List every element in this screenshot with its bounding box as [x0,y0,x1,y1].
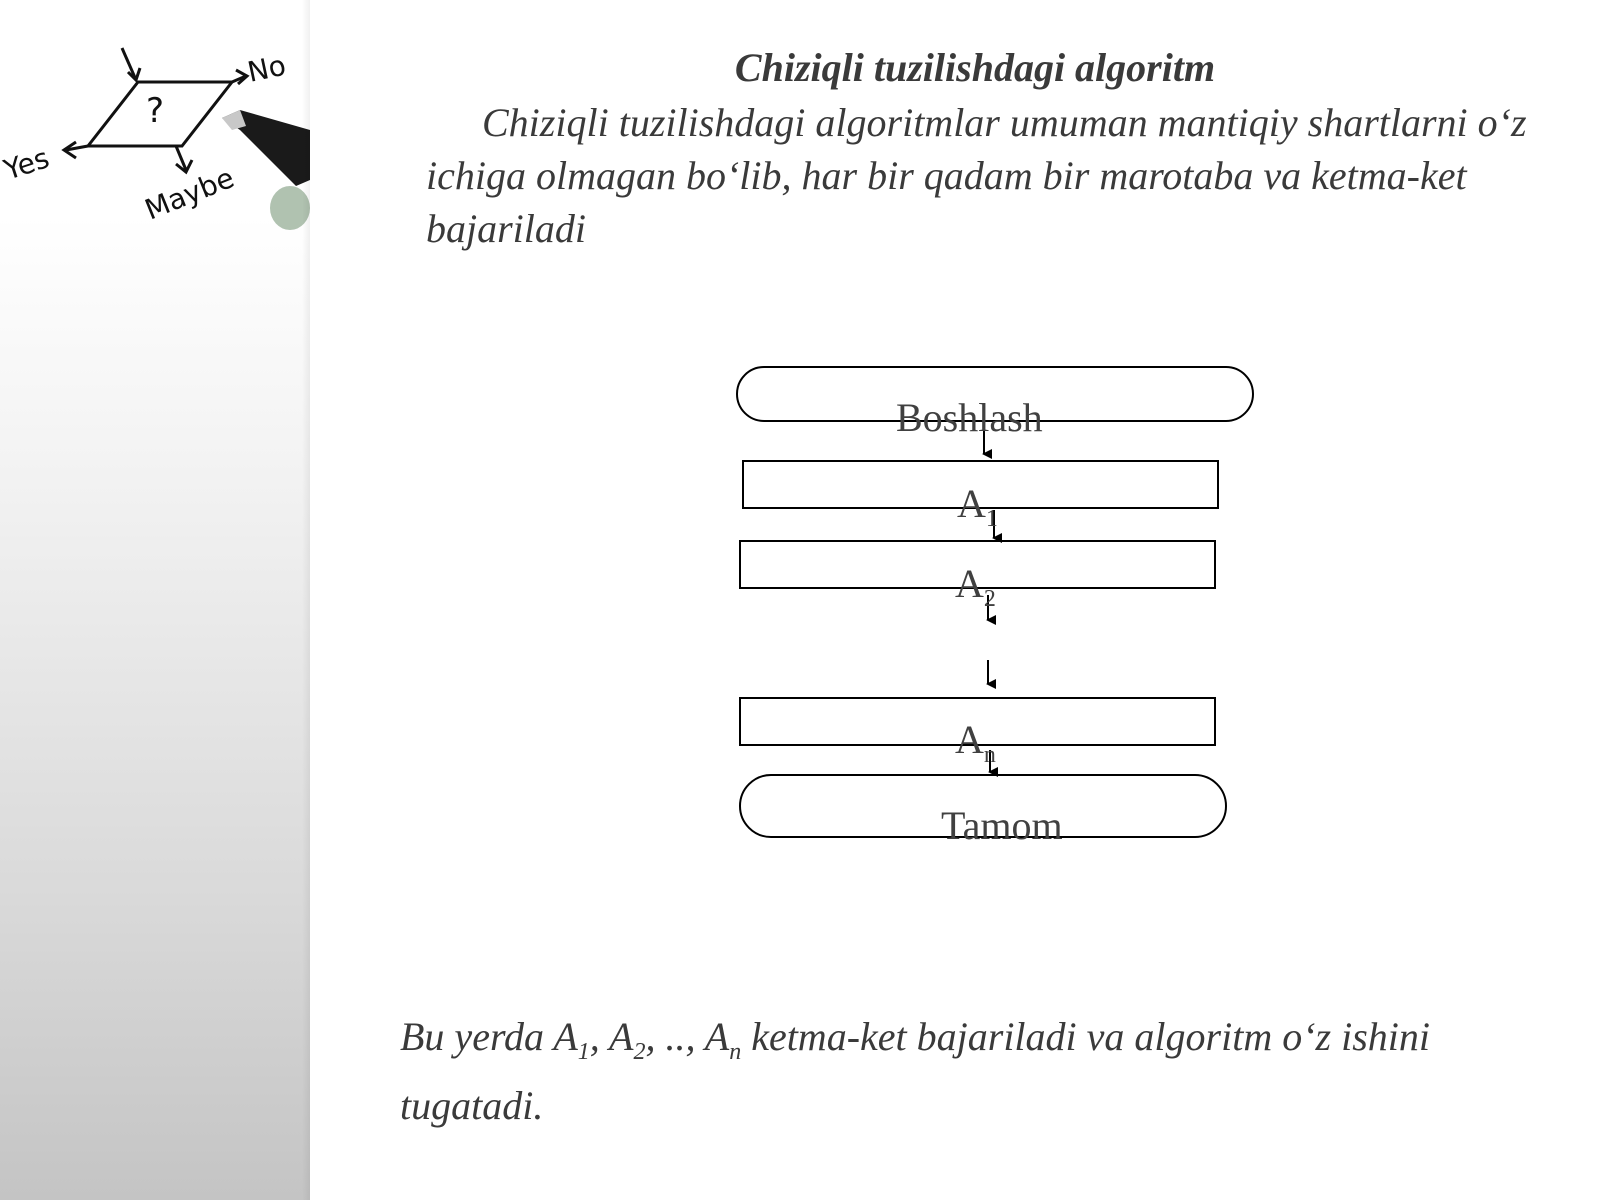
decision-diamond-sketch [0,30,310,270]
question-mark: ? [146,91,165,131]
slide-title: Chiziqli tuzilishdagi algoritm [734,45,1216,90]
step-label-2: $A_2$ [955,561,996,612]
yes-label: Yes [0,141,54,187]
intro-paragraph: Chiziqli tuzilishdagi algoritmlar umuman mantiqiy shartlarni o‘z ichiga olmagan bo‘lib, har bir qadam bir marotaba va ketma-ket bajariladi [426,100,1527,251]
start-label: Boshlash [896,395,1043,440]
left-decorative-panel [0,0,310,1200]
linear-flowchart [700,350,1300,870]
incoming-arrow [122,48,136,80]
maybe-label: Maybe [140,161,239,227]
step-label-1: $A_1$ [957,481,998,532]
explanation-text: Bu yerda $A_1$, $A_2$, .., $A_n$ ketma-ket bajariladi va algoritm o‘z ishini tugatadi. [400,1014,1430,1128]
no-label: No [244,48,289,89]
step-label-n: $A_n$ [955,717,996,768]
pen-shadow [270,186,310,230]
end-label: Tamom [941,803,1063,848]
